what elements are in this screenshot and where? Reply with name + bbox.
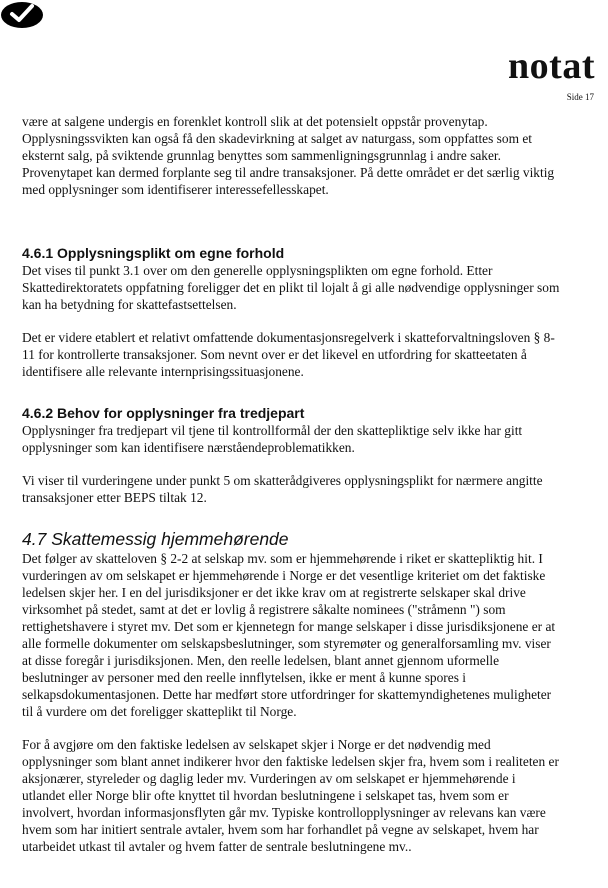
section-4-6-2-paragraph-2: Vi viser til vurderingene under punkt 5 om skatterådgiveres opplysningsplikt for nærmere angitte transaksjoner etter BEPS tiltak 12. bbox=[22, 473, 543, 505]
document-title: notat bbox=[508, 45, 595, 87]
section-4-6-2-paragraph-1: Opplysninger fra tredjepart vil tjene til kontrollformål der den skattepliktige selv ikke har gitt opplysninger som kan identifisere nærståendeproblematikken. bbox=[22, 423, 523, 455]
logo-icon bbox=[0, 0, 46, 30]
section-4-6-1-paragraph-2: Det er videre etablert et relativt omfattende dokumentasjonsregelverk i skatteforvaltningsloven § 8- 11 for kontrollerte transaksjoner. Som nevnt over er det likevel en utfordring for skatteetaten å identifisere alle relevante internprisingssituasjonene. bbox=[22, 330, 555, 379]
section-4-7-paragraph-1: Det følger av skatteloven § 2-2 at selskap mv. som er hjemmehørende i riket er skattepliktig hit. I vurderingen av om selskapet er hjemmehørende i Norge er det vesentlige kriteriet om det faktiske ledelsen skjer her. I en del jurisdiksjoner er det ikke krav om at registrerte selskaper skal drive virksomhet på stedet, samt at det er lovlig å registrere såkalte nominees ("stråmenn ") som rettighetshavere i styret mv. Det som er kjennetegn for mange selskaper i disse jurisdiksjonene er at alle formelle dokumenter om selskapsbeslutninger, som styremøter og generalforsamling mv. viser at disse foregår i jurisdiksjonen. Men, den reelle ledelsen, blant annet gjennom uformelle beslutninger av personer med den reelle innflytelsen, ikke er ment å kunne spores i selkapsdokumentasjonen. Dette har medført store utfordringer for skattemyndighetenes muligheter til å vurdere om det foreligger skatteplikt til Norge. bbox=[22, 551, 556, 719]
section-4-6-1-paragraph-1: Det vises til punkt 3.1 over om den generelle opplysningsplikten om egne forhold. Etter Skattedirektoratets oppfatning foreligger det en plikt til lojalt å gi alle nødvendige opplysninger som kan ha betydning for skattefastsettelsen. bbox=[22, 263, 560, 312]
section-4-6-1-heading: 4.6.1 Opplysningsplikt om egne forhold bbox=[22, 245, 285, 261]
section-4-7-paragraph-2: For å avgjøre om den faktiske ledelsen av selskapet skjer i Norge er det nødvendig med opplysninger som blant annet indikerer hvor den faktiske ledelsen skjer fra, hvem som i realiteten er aksjonærer, styreleder og daglig leder mv. Vurderingen av om selskapet er hjemmehørende i utlandet eller Norge blir ofte knyttet til hvordan beslutningene i selskapet tas, hvem som er involvert, hvordan informasjonsflyten går mv. Typiske kontrollopplysninger av relevans kan være hvem som har initiert sentrale avtaler, hvem som har forhandlet på vegne av selskapet, hvem har utarbeidet utkast til avtaler og hvem fatter de sentrale beslutningene mv.. bbox=[22, 737, 559, 854]
intro-paragraph: være at salgene undergis en forenklet kontroll slik at det potensielt oppstår provenytap. Opplysningssvikten kan også få den skadevirkning at salget av naturgass, som oppfattes som et eksternt salg, på sviktende grunnlag benyttes som sammenligningsgrunnlag i andre saker. Provenytapet kan dermed forplante seg til andre transaksjoner. På dette området er det særlig viktig med opplysninger som identifiserer interessefellesskapet. bbox=[22, 114, 555, 197]
section-4-6-2-heading: 4.6.2 Behov for opplysninger fra tredjepart bbox=[22, 405, 305, 421]
section-4-7-heading: 4.7 Skattemessig hjemmehørende bbox=[22, 529, 289, 549]
page-number: Side 17 bbox=[566, 92, 594, 102]
document-body bbox=[22, 113, 608, 855]
